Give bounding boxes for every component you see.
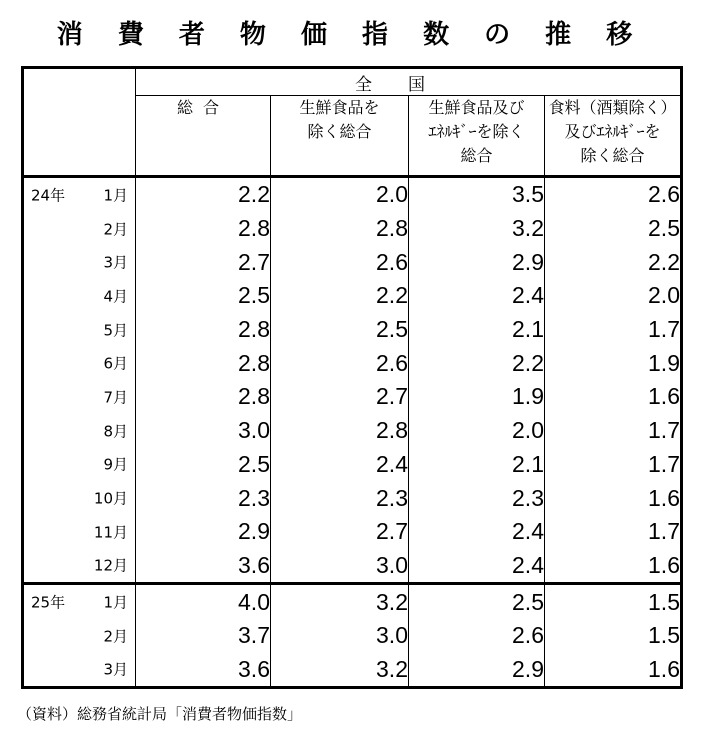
row-label: [23, 346, 136, 380]
value-cell: 2.5: [545, 212, 682, 246]
value-cell: 2.2: [545, 245, 682, 279]
value-cell: 2.0: [271, 177, 409, 212]
value-cell: 3.5: [409, 177, 545, 212]
value-cell: 3.2: [409, 212, 545, 246]
year-label: 25年: [31, 593, 66, 612]
value-cell: 2.3: [136, 481, 271, 515]
table-row: [23, 653, 682, 688]
value-cell: 3.6: [136, 653, 271, 688]
table-row: [23, 346, 682, 380]
value-cell: 2.5: [136, 279, 271, 313]
month-label: 2月: [103, 220, 128, 239]
value-cell: 2.5: [271, 313, 409, 347]
value-cell: 1.6: [545, 380, 682, 414]
value-cell: 3.6: [136, 549, 271, 584]
page-title: 消 費 者 物 価 指 数 の 推 移: [56, 20, 646, 50]
cpi-table: [21, 66, 683, 689]
table-row: [23, 584, 682, 619]
month-label: 11月: [93, 523, 128, 542]
month-label: 6月: [103, 354, 128, 373]
row-label: [23, 653, 136, 688]
value-cell: 2.4: [271, 448, 409, 482]
column-header-core-core: 生鮮食品及び ｴﾈﾙｷﾞｰを除く 総合: [409, 96, 545, 177]
month-label: 1月: [103, 186, 128, 205]
table-row: [23, 380, 682, 414]
value-cell: 2.1: [409, 448, 545, 482]
row-label: [23, 481, 136, 515]
value-cell: 2.2: [409, 346, 545, 380]
value-cell: 2.0: [409, 414, 545, 448]
row-label: [23, 279, 136, 313]
row-label: [23, 584, 136, 619]
value-cell: 2.9: [136, 515, 271, 549]
table-row: [23, 279, 682, 313]
month-label: 1月: [103, 593, 128, 612]
value-cell: 2.8: [271, 212, 409, 246]
table-row: [23, 515, 682, 549]
value-cell: 2.7: [271, 380, 409, 414]
value-cell: 3.2: [271, 584, 409, 619]
value-cell: 2.8: [136, 313, 271, 347]
row-label: [23, 245, 136, 279]
source-note: （資料）総務省統計局「消費者物価指数」: [17, 705, 303, 723]
table-row: [23, 212, 682, 246]
value-cell: 2.5: [136, 448, 271, 482]
value-cell: 1.7: [545, 414, 682, 448]
value-cell: 2.4: [409, 515, 545, 549]
value-cell: 1.9: [545, 346, 682, 380]
value-cell: 1.7: [545, 515, 682, 549]
value-cell: 2.8: [136, 380, 271, 414]
row-label: [23, 380, 136, 414]
region-header: 全国: [136, 68, 682, 96]
row-label: [23, 448, 136, 482]
value-cell: 2.5: [409, 584, 545, 619]
column-header-overall: 総合: [136, 96, 271, 177]
table-row: [23, 414, 682, 448]
corner-cell: [23, 68, 136, 96]
value-cell: 2.8: [136, 346, 271, 380]
value-cell: 2.8: [136, 212, 271, 246]
row-label: [23, 414, 136, 448]
table-row: [23, 313, 682, 347]
value-cell: 2.8: [271, 414, 409, 448]
value-cell: 2.6: [409, 619, 545, 653]
value-cell: 1.6: [545, 653, 682, 688]
value-cell: 2.6: [271, 346, 409, 380]
value-cell: 1.9: [409, 380, 545, 414]
value-cell: 1.6: [545, 481, 682, 515]
month-label: 8月: [103, 422, 128, 441]
column-header-core: 生鮮食品を 除く総合: [271, 96, 409, 177]
value-cell: 3.0: [136, 414, 271, 448]
value-cell: 2.2: [136, 177, 271, 212]
year-label: 24年: [31, 186, 66, 205]
value-cell: 2.7: [271, 515, 409, 549]
value-cell: 1.5: [545, 584, 682, 619]
value-cell: 2.9: [409, 653, 545, 688]
month-label: 2月: [103, 627, 128, 646]
value-cell: 2.6: [545, 177, 682, 212]
row-label: [23, 549, 136, 584]
value-cell: 2.4: [409, 279, 545, 313]
month-label: 3月: [103, 253, 128, 272]
value-cell: 2.2: [271, 279, 409, 313]
month-label: 10月: [93, 489, 128, 508]
value-cell: 2.1: [409, 313, 545, 347]
column-header-food-energy-excluded: 食料（酒類除く） 及びｴﾈﾙｷﾞｰを 除く総合: [545, 96, 682, 177]
month-label: 4月: [103, 287, 128, 306]
value-cell: 1.5: [545, 619, 682, 653]
value-cell: 2.9: [409, 245, 545, 279]
value-cell: 2.6: [271, 245, 409, 279]
value-cell: 4.0: [136, 584, 271, 619]
month-label: 5月: [103, 321, 128, 340]
month-label: 7月: [103, 388, 128, 407]
row-label: [23, 313, 136, 347]
value-cell: 1.7: [545, 448, 682, 482]
value-cell: 2.3: [409, 481, 545, 515]
value-cell: 2.0: [545, 279, 682, 313]
column-header-row: [23, 96, 682, 177]
value-cell: 2.3: [271, 481, 409, 515]
month-label: 12月: [93, 556, 128, 575]
value-cell: 3.0: [271, 619, 409, 653]
table-row: [23, 619, 682, 653]
value-cell: 2.7: [136, 245, 271, 279]
value-cell: 1.6: [545, 549, 682, 584]
month-label: 3月: [103, 660, 128, 679]
row-label: [23, 515, 136, 549]
month-label: 9月: [103, 455, 128, 474]
value-cell: 1.7: [545, 313, 682, 347]
value-cell: 3.2: [271, 653, 409, 688]
table-row: [23, 177, 682, 212]
table-row: [23, 448, 682, 482]
row-label: [23, 177, 136, 212]
corner-cell-lower: [23, 96, 136, 177]
table-row: [23, 549, 682, 584]
value-cell: 2.4: [409, 549, 545, 584]
value-cell: 3.0: [271, 549, 409, 584]
row-label: [23, 619, 136, 653]
table-row: [23, 481, 682, 515]
row-label: [23, 212, 136, 246]
region-header-row: [23, 68, 682, 96]
value-cell: 3.7: [136, 619, 271, 653]
table-row: [23, 245, 682, 279]
